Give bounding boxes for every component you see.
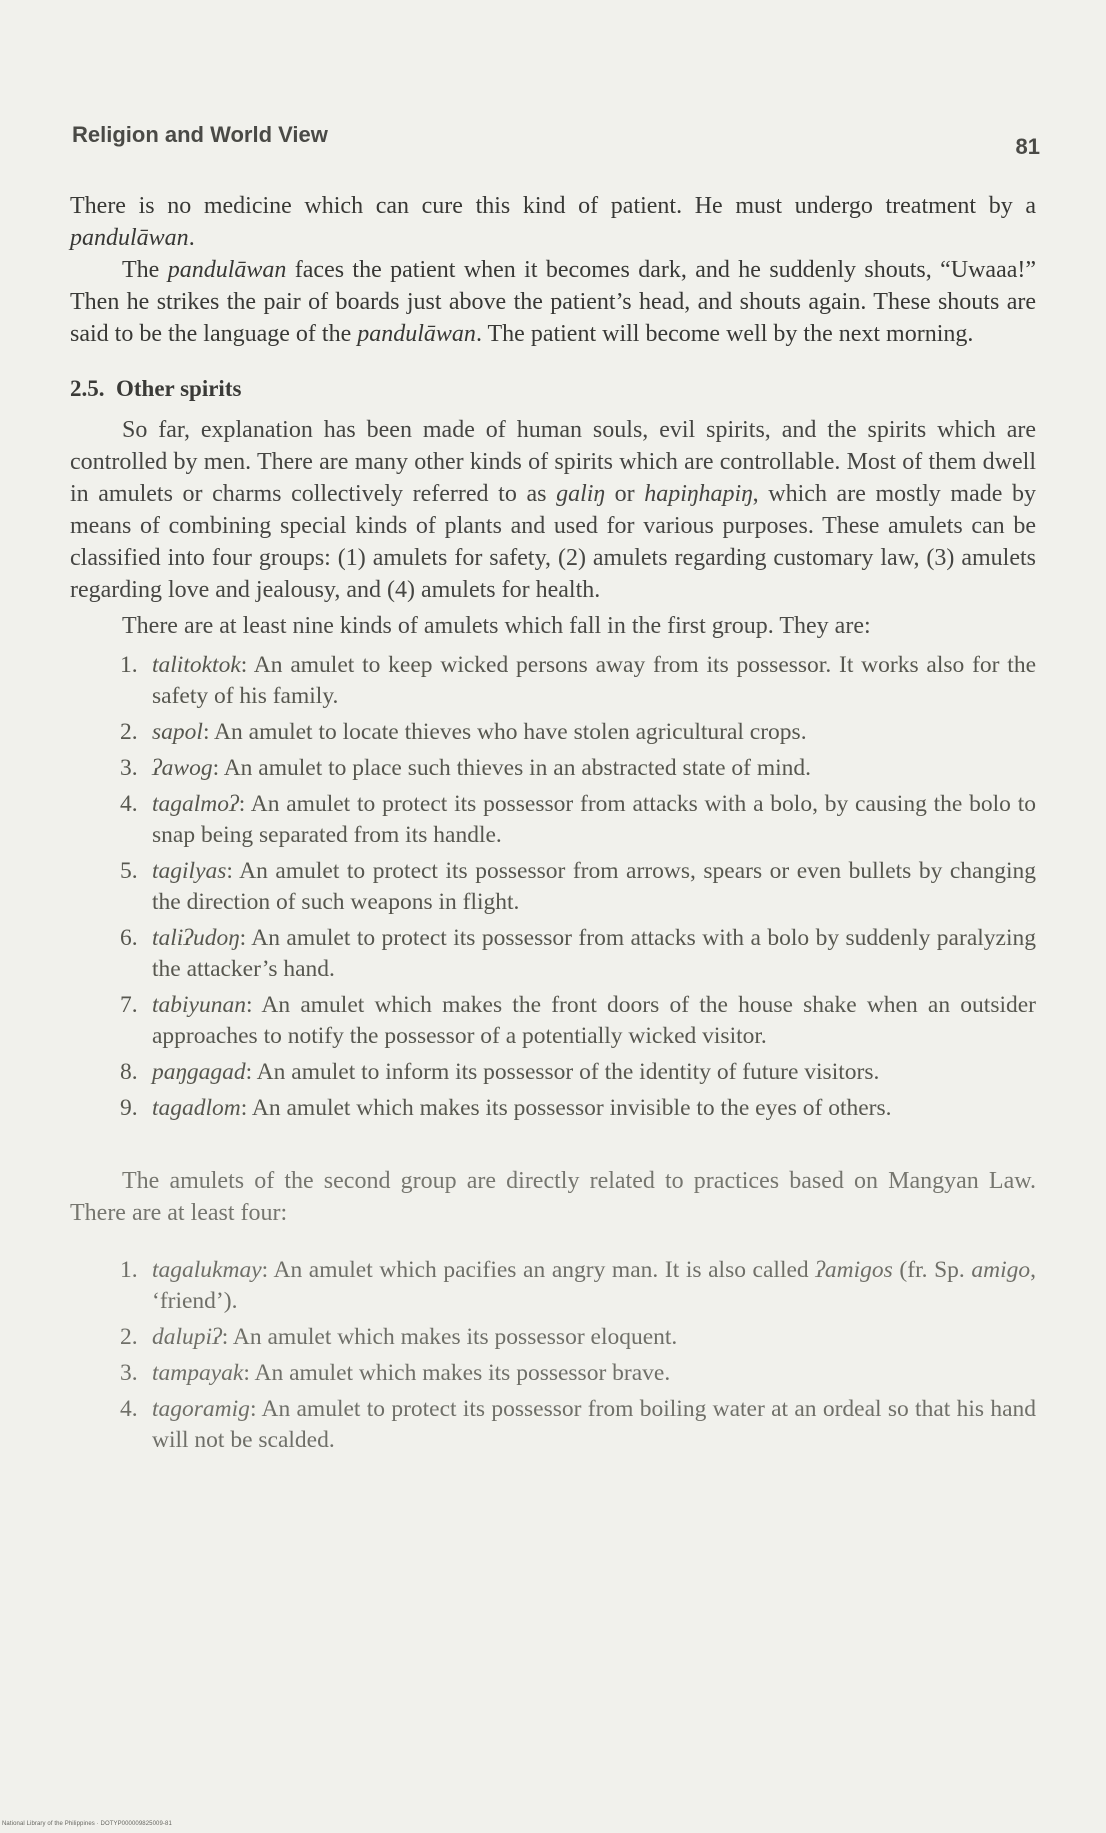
amulet-term: talitoktok xyxy=(152,652,241,678)
list-item xyxy=(70,1057,1036,1088)
amulet-term: taliʔudoŋ xyxy=(152,925,240,951)
text-run: . xyxy=(188,225,195,251)
list-item xyxy=(70,650,1036,712)
text-run: or xyxy=(604,481,645,507)
section-title: Other spirits xyxy=(116,376,242,401)
paragraph-medicine xyxy=(70,190,1036,254)
amulet-description: : An amulet to protect its possessor from attacks with a bolo by suddenly paralyzing the attacker’s hand. xyxy=(152,925,1036,982)
amulet-term: dalupiʔ xyxy=(152,1324,222,1350)
list-item xyxy=(70,789,1036,851)
section-number: 2.5. xyxy=(70,376,105,401)
list-item xyxy=(70,1394,1036,1456)
list-item xyxy=(70,1255,1036,1317)
amulet-description: : An amulet to inform its possessor of the identity of future visitors. xyxy=(245,1059,880,1085)
list-item-number: 1. xyxy=(120,1257,138,1283)
list-item-number: 8. xyxy=(120,1059,138,1085)
amulet-description: : An amulet which pacifies an angry man. It is also called xyxy=(261,1257,816,1283)
amulet-etymology: (fr. Sp. xyxy=(892,1257,972,1283)
amulet-etymology-term: amigo xyxy=(971,1257,1031,1283)
amulet-term: tagoramig xyxy=(152,1396,250,1422)
amulet-list-group2 xyxy=(70,1255,1036,1456)
text-run: faces the patient when it becomes dark, and he suddenly shouts, “Uwaaa!” Then he strikes the pair of boards just above the patient’s head, and shouts again. These shouts are said to be the language of the xyxy=(70,257,1037,347)
text-run: The xyxy=(122,257,168,283)
list-item xyxy=(70,1322,1036,1353)
amulet-term: tagilyas xyxy=(152,858,227,884)
amulet-term: tabiyunan xyxy=(152,992,246,1018)
amulet-alt-term: ʔamigos xyxy=(815,1257,893,1283)
amulet-term: ʔawog xyxy=(152,755,213,781)
term-pandulawan: pandulāwan xyxy=(70,225,189,251)
amulet-description: : An amulet to protect its possessor from boiling water at an ordeal so that his hand will not be scalded. xyxy=(152,1396,1036,1453)
page-header xyxy=(72,122,1040,158)
page-body xyxy=(70,190,1036,1461)
paragraph-first-group-intro: There are at least nine kinds of amulets which fall in the first group. They are: xyxy=(122,613,871,639)
amulet-description: : An amulet which makes its possessor invisible to the eyes of others. xyxy=(240,1095,892,1121)
list-item-number: 4. xyxy=(120,1396,138,1422)
amulet-description: : An amulet which makes its possessor eloquent. xyxy=(221,1324,678,1350)
text-run: , which are mostly made by means of combining special kinds of plants and used for various purposes. These amulets can be classified into four groups: (1) amulets for safety, (2) amulets regarding customary law, (3) amulets regarding love and jealousy, and (4) amulets for health. xyxy=(70,481,1037,603)
term-hapinghaping: hapiŋhapiŋ xyxy=(644,481,753,507)
scan-footer-mark: National Library of the Philippines · DOTYP000009825009-81 xyxy=(2,1821,172,1827)
list-item xyxy=(70,856,1036,918)
page-number: 81 xyxy=(1015,134,1040,159)
amulet-description: : An amulet to place such thieves in an abstracted state of mind. xyxy=(212,755,812,781)
list-item-number: 5. xyxy=(120,858,138,884)
running-head: Religion and World View xyxy=(72,122,328,147)
amulet-term: sapol xyxy=(152,719,203,745)
text-run: . The patient will become well by the next morning. xyxy=(475,321,974,347)
amulet-term: tagalukmay xyxy=(152,1257,262,1283)
amulet-description: : An amulet to protect its possessor from arrows, spears or even bullets by changing the direction of such weapons in flight. xyxy=(152,858,1036,915)
term-pandulawan: pandulāwan xyxy=(357,321,476,347)
list-item-number: 2. xyxy=(120,1324,138,1350)
section-heading xyxy=(70,376,1036,402)
term-pandulawan: pandulāwan xyxy=(167,257,287,283)
amulet-etymology-gloss: , ‘friend’). xyxy=(152,1257,1037,1314)
amulet-description: : An amulet to keep wicked persons away from its possessor. It works also for the safety of his family. xyxy=(152,652,1036,709)
text-run: There is no medicine which can cure this kind of patient. He must undergo treatment by a xyxy=(70,193,1036,219)
list-item-number: 7. xyxy=(120,992,138,1018)
list-item-number: 1. xyxy=(120,652,138,678)
list-item xyxy=(70,717,1036,748)
amulet-term: tagadlom xyxy=(152,1095,241,1121)
amulet-term: paŋgagad xyxy=(152,1059,246,1085)
list-item-number: 3. xyxy=(120,755,138,781)
term-galing: galiŋ xyxy=(556,481,605,507)
list-item-number: 4. xyxy=(120,791,138,817)
list-item-number: 6. xyxy=(120,925,138,951)
amulet-description: : An amulet which makes its possessor brave. xyxy=(243,1360,671,1386)
amulet-list-group1 xyxy=(70,650,1036,1124)
paragraph-second-group-intro: The amulets of the second group are directly related to practices based on Mangyan Law. There are at least four: xyxy=(70,1168,1036,1226)
amulet-term: tagalmoʔ xyxy=(152,791,239,817)
amulet-description: : An amulet to locate thieves who have stolen agricultural crops. xyxy=(202,719,807,745)
list-item xyxy=(70,1358,1036,1389)
paragraph-pandulawan-treatment xyxy=(70,254,1036,350)
list-item xyxy=(70,753,1036,784)
list-item-number: 9. xyxy=(120,1095,138,1121)
list-item xyxy=(70,923,1036,985)
list-item-number: 2. xyxy=(120,719,138,745)
amulet-description: : An amulet to protect its possessor from attacks with a bolo, by causing the bolo to snap being separated from its handle. xyxy=(152,791,1036,848)
list-item-number: 3. xyxy=(120,1360,138,1386)
paragraph-other-spirits xyxy=(70,414,1036,606)
amulet-description: : An amulet which makes the front doors of the house shake when an outsider approaches to notify the possessor of a potentially wicked visitor. xyxy=(152,992,1036,1049)
list-item xyxy=(70,1093,1036,1124)
amulet-term: tampayak xyxy=(152,1360,244,1386)
text-run: So far, explanation has been made of human souls, evil spirits, and the spirits which are controlled by men. There are many other kinds of spirits which are controllable. Most of them dwell in amulets or charms collectively referred to as xyxy=(70,417,1036,507)
list-item xyxy=(70,990,1036,1052)
